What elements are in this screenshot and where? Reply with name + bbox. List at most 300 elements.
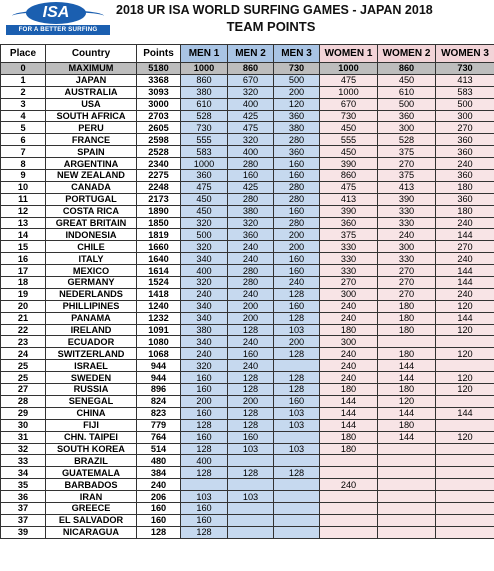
men-2-cell: 103 — [228, 491, 274, 503]
women-2-cell: 180 — [378, 300, 436, 312]
women-3-cell: 240 — [436, 288, 494, 300]
women-2-cell: 300 — [378, 241, 436, 253]
men-1-cell: 128 — [181, 443, 228, 455]
women-3-cell: 413 — [436, 74, 494, 86]
place-cell: 17 — [1, 265, 46, 277]
women-2-cell: 240 — [378, 229, 436, 241]
women-2-cell — [378, 455, 436, 467]
women-1-cell: 475 — [320, 181, 378, 193]
country-cell: SWEDEN — [46, 372, 137, 384]
country-cell: MEXICO — [46, 265, 137, 277]
men-3-cell — [274, 455, 320, 467]
men-1-cell: 340 — [181, 312, 228, 324]
country-cell: BARBADOS — [46, 479, 137, 491]
men-3-cell: 730 — [274, 63, 320, 75]
men-3-cell — [274, 526, 320, 538]
men-3-cell: 103 — [274, 324, 320, 336]
women-1-cell — [320, 491, 378, 503]
men-1-cell: 320 — [181, 217, 228, 229]
men-1-cell: 128 — [181, 419, 228, 431]
women-2-cell — [378, 526, 436, 538]
points-cell: 1091 — [137, 324, 181, 336]
women-2-cell: 270 — [378, 265, 436, 277]
table-row — [1, 407, 494, 419]
women-1-cell: 180 — [320, 384, 378, 396]
page-subtitle: TEAM POINTS — [226, 19, 316, 34]
women-2-cell: 120 — [378, 395, 436, 407]
points-cell: 2605 — [137, 122, 181, 134]
country-cell: NICARAGUA — [46, 526, 137, 538]
men-3-cell: 280 — [274, 193, 320, 205]
women-3-cell: 583 — [436, 86, 494, 98]
country-cell: RUSSIA — [46, 384, 137, 396]
country-cell: SENEGAL — [46, 395, 137, 407]
women-2-cell — [378, 502, 436, 514]
points-cell: 240 — [137, 479, 181, 491]
women-2-cell: 413 — [378, 181, 436, 193]
country-cell: SWITZERLAND — [46, 348, 137, 360]
country-cell: PERU — [46, 122, 137, 134]
points-cell: 1068 — [137, 348, 181, 360]
men-1-cell: 610 — [181, 98, 228, 110]
table-row — [1, 479, 494, 491]
women-2-cell: 180 — [378, 312, 436, 324]
women-3-cell: 730 — [436, 63, 494, 75]
table-row — [1, 288, 494, 300]
isa-logo — [6, 2, 110, 43]
women-2-cell: 450 — [378, 74, 436, 86]
men-1-cell: 160 — [181, 407, 228, 419]
women-2-cell: 330 — [378, 217, 436, 229]
points-cell: 2275 — [137, 170, 181, 182]
men-1-cell: 340 — [181, 253, 228, 265]
place-cell: 10 — [1, 181, 46, 193]
women-3-cell — [436, 395, 494, 407]
men-2-cell: 160 — [228, 170, 274, 182]
men-1-cell: 320 — [181, 241, 228, 253]
women-3-cell: 144 — [436, 407, 494, 419]
women-3-cell: 360 — [436, 146, 494, 158]
men-1-cell — [181, 479, 228, 491]
place-cell: 31 — [1, 431, 46, 443]
country-cell: FRANCE — [46, 134, 137, 146]
points-cell: 2703 — [137, 110, 181, 122]
men-2-cell: 670 — [228, 74, 274, 86]
country-cell: SOUTH AFRICA — [46, 110, 137, 122]
women-3-cell: 120 — [436, 431, 494, 443]
men-2-cell: 320 — [228, 134, 274, 146]
men-2-cell: 103 — [228, 443, 274, 455]
women-3-cell: 144 — [436, 312, 494, 324]
men-3-cell: 280 — [274, 217, 320, 229]
points-cell: 384 — [137, 467, 181, 479]
women-2-cell: 270 — [378, 158, 436, 170]
men-3-cell: 120 — [274, 98, 320, 110]
men-3-cell: 160 — [274, 300, 320, 312]
place-cell: 19 — [1, 288, 46, 300]
country-cell: BRAZIL — [46, 455, 137, 467]
table-row — [1, 336, 494, 348]
points-cell: 1614 — [137, 265, 181, 277]
men-1-cell: 320 — [181, 277, 228, 289]
points-cell: 1524 — [137, 277, 181, 289]
place-cell: 20 — [1, 300, 46, 312]
men-3-cell: 160 — [274, 158, 320, 170]
women-2-cell: 144 — [378, 372, 436, 384]
men-3-cell: 103 — [274, 407, 320, 419]
women-1-cell: 180 — [320, 324, 378, 336]
men-1-cell: 583 — [181, 146, 228, 158]
column-header-women-3: WOMEN 3 — [436, 45, 494, 63]
country-cell: IRAN — [46, 491, 137, 503]
men-2-cell — [228, 514, 274, 526]
table-row — [1, 502, 494, 514]
men-1-cell: 200 — [181, 395, 228, 407]
men-2-cell: 425 — [228, 110, 274, 122]
men-1-cell: 1000 — [181, 158, 228, 170]
women-1-cell: 180 — [320, 443, 378, 455]
men-2-cell: 380 — [228, 205, 274, 217]
men-2-cell: 360 — [228, 229, 274, 241]
points-cell: 2340 — [137, 158, 181, 170]
women-2-cell — [378, 443, 436, 455]
men-1-cell: 160 — [181, 514, 228, 526]
table-row — [1, 514, 494, 526]
women-1-cell: 300 — [320, 288, 378, 300]
points-cell: 5180 — [137, 63, 181, 75]
women-3-cell: 360 — [436, 170, 494, 182]
women-2-cell: 144 — [378, 360, 436, 372]
men-3-cell — [274, 479, 320, 491]
table-row — [1, 217, 494, 229]
women-2-cell: 390 — [378, 193, 436, 205]
table-row — [1, 122, 494, 134]
women-2-cell: 180 — [378, 324, 436, 336]
men-3-cell: 128 — [274, 467, 320, 479]
women-3-cell — [436, 360, 494, 372]
women-1-cell: 413 — [320, 193, 378, 205]
women-2-cell: 270 — [378, 288, 436, 300]
men-1-cell: 730 — [181, 122, 228, 134]
women-2-cell: 144 — [378, 407, 436, 419]
women-1-cell: 475 — [320, 74, 378, 86]
place-cell: 14 — [1, 229, 46, 241]
column-header-country: Country — [46, 45, 137, 63]
points-cell: 480 — [137, 455, 181, 467]
men-3-cell: 200 — [274, 241, 320, 253]
men-2-cell: 280 — [228, 193, 274, 205]
women-1-cell: 330 — [320, 241, 378, 253]
points-cell: 764 — [137, 431, 181, 443]
men-2-cell: 860 — [228, 63, 274, 75]
place-cell: 24 — [1, 348, 46, 360]
women-1-cell: 240 — [320, 300, 378, 312]
women-1-cell: 375 — [320, 229, 378, 241]
points-cell: 1890 — [137, 205, 181, 217]
points-cell: 944 — [137, 360, 181, 372]
points-cell: 1240 — [137, 300, 181, 312]
women-2-cell: 144 — [378, 431, 436, 443]
place-cell: 39 — [1, 526, 46, 538]
table-row — [1, 181, 494, 193]
men-2-cell: 320 — [228, 86, 274, 98]
table-row — [1, 324, 494, 336]
page-title: 2018 UR ISA WORLD SURFING GAMES - JAPAN 2018 — [116, 3, 433, 17]
points-cell: 1232 — [137, 312, 181, 324]
women-2-cell — [378, 491, 436, 503]
place-cell: 5 — [1, 122, 46, 134]
table-row — [1, 158, 494, 170]
place-cell: 3 — [1, 98, 46, 110]
women-1-cell: 240 — [320, 372, 378, 384]
women-3-cell: 360 — [436, 193, 494, 205]
women-1-cell: 180 — [320, 431, 378, 443]
men-2-cell: 280 — [228, 265, 274, 277]
women-2-cell: 528 — [378, 134, 436, 146]
men-1-cell: 450 — [181, 193, 228, 205]
men-3-cell: 103 — [274, 419, 320, 431]
women-2-cell: 300 — [378, 122, 436, 134]
table-row — [1, 86, 494, 98]
column-header-men-3: MEN 3 — [274, 45, 320, 63]
points-cell: 1660 — [137, 241, 181, 253]
place-cell: 0 — [1, 63, 46, 75]
women-1-cell: 144 — [320, 407, 378, 419]
points-cell: 1819 — [137, 229, 181, 241]
women-1-cell: 450 — [320, 146, 378, 158]
men-2-cell: 128 — [228, 419, 274, 431]
women-3-cell: 500 — [436, 98, 494, 110]
points-cell: 1640 — [137, 253, 181, 265]
men-1-cell: 528 — [181, 110, 228, 122]
points-cell: 824 — [137, 395, 181, 407]
women-1-cell — [320, 467, 378, 479]
men-1-cell: 103 — [181, 491, 228, 503]
men-3-cell: 200 — [274, 229, 320, 241]
place-cell: 6 — [1, 134, 46, 146]
country-cell: GREAT BRITAIN — [46, 217, 137, 229]
column-header-women-2: WOMEN 2 — [378, 45, 436, 63]
table-row — [1, 98, 494, 110]
table-row — [1, 265, 494, 277]
women-2-cell: 270 — [378, 277, 436, 289]
place-cell: 34 — [1, 467, 46, 479]
place-cell: 23 — [1, 336, 46, 348]
place-cell: 12 — [1, 205, 46, 217]
women-3-cell: 120 — [436, 372, 494, 384]
column-header-points: Points — [137, 45, 181, 63]
points-cell: 1850 — [137, 217, 181, 229]
country-cell: GUATEMALA — [46, 467, 137, 479]
women-3-cell: 360 — [436, 134, 494, 146]
men-3-cell: 200 — [274, 336, 320, 348]
men-3-cell: 160 — [274, 205, 320, 217]
place-cell: 13 — [1, 217, 46, 229]
men-2-cell: 128 — [228, 407, 274, 419]
women-1-cell: 1000 — [320, 63, 378, 75]
country-cell: INDONESIA — [46, 229, 137, 241]
place-cell: 36 — [1, 491, 46, 503]
logo-tagline: FOR A BETTER SURFING FUTURE — [6, 25, 110, 35]
table-row — [1, 277, 494, 289]
place-cell: 32 — [1, 443, 46, 455]
table-header-row — [1, 45, 494, 63]
men-3-cell — [274, 502, 320, 514]
men-1-cell: 400 — [181, 455, 228, 467]
table-row — [1, 74, 494, 86]
men-3-cell — [274, 491, 320, 503]
table-row — [1, 395, 494, 407]
women-3-cell — [436, 455, 494, 467]
men-2-cell: 475 — [228, 122, 274, 134]
women-2-cell: 330 — [378, 253, 436, 265]
men-3-cell: 128 — [274, 312, 320, 324]
men-3-cell: 128 — [274, 372, 320, 384]
men-2-cell: 200 — [228, 300, 274, 312]
men-3-cell — [274, 360, 320, 372]
men-3-cell: 200 — [274, 86, 320, 98]
place-cell: 28 — [1, 395, 46, 407]
women-1-cell: 390 — [320, 158, 378, 170]
points-cell: 160 — [137, 502, 181, 514]
country-cell: FIJI — [46, 419, 137, 431]
men-3-cell: 280 — [274, 181, 320, 193]
women-1-cell: 240 — [320, 348, 378, 360]
women-3-cell: 120 — [436, 348, 494, 360]
table-row — [1, 526, 494, 538]
place-cell: 8 — [1, 158, 46, 170]
women-2-cell — [378, 514, 436, 526]
table-row — [1, 241, 494, 253]
country-cell: ECUADOR — [46, 336, 137, 348]
country-cell: CHILE — [46, 241, 137, 253]
table-row — [1, 146, 494, 158]
women-3-cell — [436, 467, 494, 479]
place-cell: 29 — [1, 407, 46, 419]
table-row — [1, 467, 494, 479]
country-cell: AUSTRALIA — [46, 86, 137, 98]
men-3-cell: 360 — [274, 146, 320, 158]
women-3-cell: 120 — [436, 384, 494, 396]
women-1-cell: 390 — [320, 205, 378, 217]
men-2-cell: 200 — [228, 312, 274, 324]
women-1-cell — [320, 514, 378, 526]
men-1-cell: 500 — [181, 229, 228, 241]
points-cell: 128 — [137, 526, 181, 538]
women-3-cell — [436, 491, 494, 503]
place-cell: 35 — [1, 479, 46, 491]
women-2-cell: 610 — [378, 86, 436, 98]
men-3-cell: 160 — [274, 253, 320, 265]
women-2-cell — [378, 336, 436, 348]
page-header — [0, 0, 494, 43]
men-1-cell: 360 — [181, 170, 228, 182]
country-cell: GREECE — [46, 502, 137, 514]
place-cell: 7 — [1, 146, 46, 158]
men-3-cell — [274, 431, 320, 443]
country-cell: MAXIMUM — [46, 63, 137, 75]
men-2-cell: 400 — [228, 98, 274, 110]
men-1-cell: 555 — [181, 134, 228, 146]
women-1-cell: 555 — [320, 134, 378, 146]
women-3-cell — [436, 419, 494, 431]
country-cell: SOUTH KOREA — [46, 443, 137, 455]
table-row — [1, 229, 494, 241]
men-1-cell: 340 — [181, 336, 228, 348]
place-cell: 15 — [1, 241, 46, 253]
women-3-cell: 144 — [436, 229, 494, 241]
men-2-cell: 320 — [228, 217, 274, 229]
table-row — [1, 205, 494, 217]
place-cell: 37 — [1, 514, 46, 526]
men-2-cell — [228, 526, 274, 538]
men-2-cell: 425 — [228, 181, 274, 193]
women-3-cell: 240 — [436, 253, 494, 265]
women-1-cell: 360 — [320, 217, 378, 229]
table-row — [1, 455, 494, 467]
men-1-cell: 160 — [181, 384, 228, 396]
men-3-cell: 103 — [274, 443, 320, 455]
women-1-cell: 1000 — [320, 86, 378, 98]
points-cell: 206 — [137, 491, 181, 503]
men-3-cell: 160 — [274, 265, 320, 277]
women-3-cell: 144 — [436, 277, 494, 289]
men-2-cell — [228, 479, 274, 491]
place-cell: 2 — [1, 86, 46, 98]
points-cell: 514 — [137, 443, 181, 455]
men-2-cell: 160 — [228, 348, 274, 360]
men-1-cell: 240 — [181, 288, 228, 300]
women-1-cell: 240 — [320, 312, 378, 324]
points-cell: 2598 — [137, 134, 181, 146]
women-2-cell: 360 — [378, 110, 436, 122]
points-cell: 2173 — [137, 193, 181, 205]
men-1-cell: 340 — [181, 300, 228, 312]
women-1-cell: 330 — [320, 265, 378, 277]
men-1-cell: 860 — [181, 74, 228, 86]
women-1-cell: 450 — [320, 122, 378, 134]
country-cell: PANAMA — [46, 312, 137, 324]
country-cell: CANADA — [46, 181, 137, 193]
table-row — [1, 384, 494, 396]
women-3-cell: 144 — [436, 265, 494, 277]
country-cell: COSTA RICA — [46, 205, 137, 217]
women-2-cell: 500 — [378, 98, 436, 110]
table-row — [1, 348, 494, 360]
column-header-women-1: WOMEN 1 — [320, 45, 378, 63]
men-1-cell: 320 — [181, 360, 228, 372]
points-cell: 823 — [137, 407, 181, 419]
women-2-cell: 180 — [378, 384, 436, 396]
table-row — [1, 170, 494, 182]
men-1-cell: 160 — [181, 502, 228, 514]
women-1-cell: 330 — [320, 253, 378, 265]
men-2-cell: 128 — [228, 384, 274, 396]
points-cell: 944 — [137, 372, 181, 384]
women-1-cell: 240 — [320, 479, 378, 491]
women-1-cell: 144 — [320, 395, 378, 407]
column-header-place: Place — [1, 45, 46, 63]
points-cell: 2248 — [137, 181, 181, 193]
table-row — [1, 431, 494, 443]
women-2-cell — [378, 479, 436, 491]
men-2-cell: 200 — [228, 395, 274, 407]
men-2-cell: 240 — [228, 241, 274, 253]
country-cell: GERMANY — [46, 277, 137, 289]
table-row — [1, 134, 494, 146]
women-3-cell — [436, 514, 494, 526]
table-row — [1, 419, 494, 431]
